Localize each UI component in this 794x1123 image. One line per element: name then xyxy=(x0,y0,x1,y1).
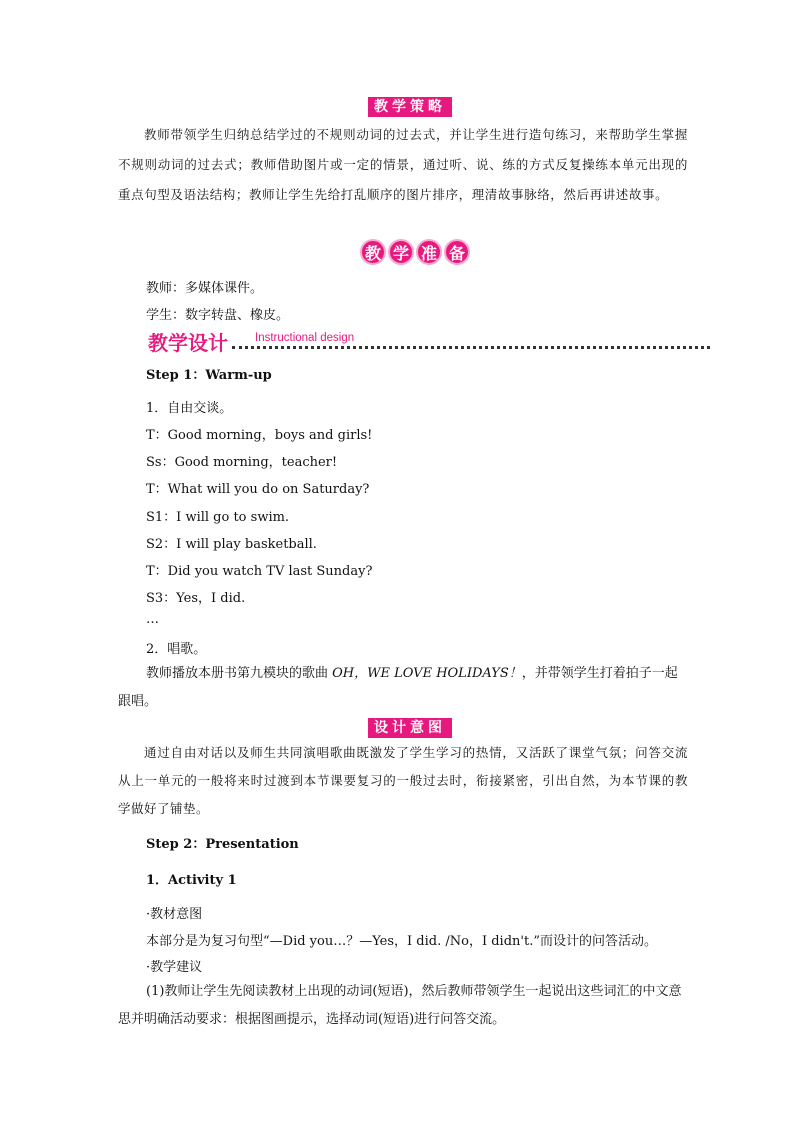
activity-title: 1．Activity 1 xyxy=(146,873,237,888)
dialogue-line: T：What will you do on Saturday? xyxy=(146,482,370,497)
intent-heading: 设计意图 xyxy=(368,718,452,738)
dialogue-line: T：Good morning，boys and girls! xyxy=(146,428,373,443)
prep-teacher: 教师：多媒体课件。 xyxy=(146,281,264,296)
prep-heading xyxy=(360,239,470,265)
strategy-heading: 教学策略 xyxy=(368,97,452,117)
strategy-text: 教师带领学生归纳总结学过的不规则动词的过去式，并让学生进行造句练习，来帮助学生掌握不规则动词的过去式；教师借助图片或一定的情景，通过听、说、练的方式反复操练本单元出现的重点句型及语法结构；教师让学生先给打乱顺序的图片排序，理清故事脉络，然后再讲述故事。 xyxy=(118,127,688,202)
dialogue-line: S2：I will play basketball. xyxy=(146,537,317,552)
song-title: OH，WE LOVE HOLIDAYS！ xyxy=(332,666,522,681)
song-paragraph: 教师播放本册书第九模块的歌曲 OH，WE LOVE HOLIDAYS！，并带领学生打着拍子一起跟唱。 xyxy=(118,666,678,709)
step1-item1: 1．自由交谈。 xyxy=(146,401,233,416)
step1-title: Step 1：Warm-up xyxy=(146,368,272,383)
dialogue-line: Ss：Good morning，teacher! xyxy=(146,455,338,470)
step1-item2: 2．唱歌。 xyxy=(146,642,207,657)
dialogue-line: S1：I will go to swim. xyxy=(146,510,290,525)
dialogue-line: T：Did you watch TV last Sunday? xyxy=(146,564,373,579)
prep-heading-char: 教 xyxy=(360,239,386,265)
design-section-subtitle: Instructional design xyxy=(255,332,355,344)
suggest-label: ·教学建议 xyxy=(146,960,203,975)
prep-heading-char: 学 xyxy=(388,239,414,265)
material-label: ·教材意图 xyxy=(146,907,203,922)
dialogue-line: … xyxy=(146,612,159,627)
prep-student: 学生：数字转盘、橡皮。 xyxy=(146,308,290,323)
material-text: 本部分是为复习句型“—Did you…？—Yes，I did. /No，I didn't.”而设计的问答活动。 xyxy=(146,934,657,949)
step2-title: Step 2：Presentation xyxy=(146,837,299,852)
design-section-title: 教学设计 xyxy=(148,331,228,355)
intent-text: 通过自由对话以及师生共同演唱歌曲既激发了学生学习的热情，又活跃了课堂气氛；问答交流从上一单元的一般将来时过渡到本节课要复习的一般过去时，衔接紧密，引出自然，为本节课的教学做好了铺垫。 xyxy=(118,745,688,816)
prep-heading-char: 准 xyxy=(416,239,442,265)
suggest-text: (1)教师让学生先阅读教材上出现的动词(短语)，然后教师带领学生一起说出这些词汇的中文意思并明确活动要求：根据图画提示，选择动词(短语)进行问答交流。 xyxy=(118,984,682,1027)
dialogue-line: S3：Yes，I did. xyxy=(146,591,246,606)
dotted-divider xyxy=(232,346,710,349)
prep-heading-char: 备 xyxy=(444,239,470,265)
